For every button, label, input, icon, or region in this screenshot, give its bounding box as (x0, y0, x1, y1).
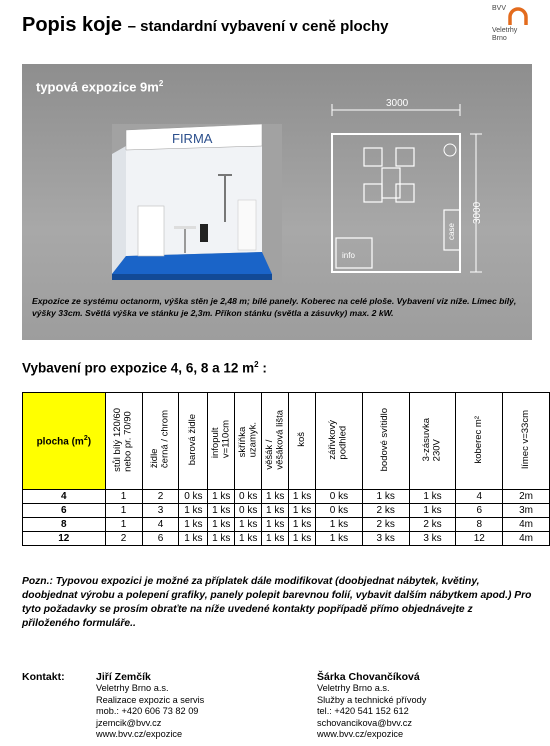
contact-1-company: Veletrhy Brno a.s. (96, 683, 169, 693)
table-cell: 1 ks (262, 532, 289, 546)
table-cell: 1 ks (179, 504, 208, 518)
table-cell: 1 ks (262, 490, 289, 504)
row-area-label: 12 (23, 532, 106, 546)
table-cell: 1 ks (289, 490, 316, 504)
row-area-label: 6 (23, 504, 106, 518)
contact-2-email[interactable]: schovancikova@bvv.cz (317, 717, 412, 728)
page-title (22, 14, 389, 37)
table-cell: 0 ks (235, 490, 262, 504)
title-subtitle: – standardní vybavení v ceně plochy (127, 18, 389, 35)
table-cell: 0 ks (316, 504, 363, 518)
table-cell: 2m (503, 490, 550, 504)
table-cell: 1 (105, 518, 142, 532)
table-cell: 1 ks (235, 532, 262, 546)
table-cell: 4m (503, 518, 550, 532)
table-cell: 1 ks (208, 518, 235, 532)
booth-floor-plan (322, 92, 502, 288)
logo-line-2: Veletrhy (492, 27, 518, 34)
table-cell: 1 ks (289, 518, 316, 532)
table-cell: 3 ks (362, 532, 409, 546)
table-cell: 6 (456, 504, 503, 518)
table-cell: 1 ks (289, 532, 316, 546)
table-cell: 4 (142, 518, 179, 532)
header-chair: židle černá / chrom (142, 393, 179, 490)
note-text: Pozn.: Typovou expozici je možné za příplatek dále modifikovat (doobjednat nábytek, květiny, doobjednat výrobu a polepení grafiky, panely polepit barevnou folií, vybavit dalším nábytkem apod.) Pro tyto požadavky se prosím obraťte na níže uvedené kontakty popřípadě přímo objednávejte z přiloženého formuláře.. (22, 576, 532, 629)
table-cell: 1 ks (179, 518, 208, 532)
table-cell: 2 ks (362, 504, 409, 518)
equipment-table (22, 392, 550, 546)
table-cell: 8 (456, 518, 503, 532)
table-cell: 2 (142, 490, 179, 504)
table-cell: 1 ks (208, 490, 235, 504)
contact-1-department: Realizace expozic a servis (96, 694, 205, 705)
table-cell: 1 (105, 490, 142, 504)
header-info-counter: infopult v=110cm (208, 393, 235, 490)
header-hanger: věšák / věšáková lišta (262, 393, 289, 490)
table-cell: 2 (105, 532, 142, 546)
table-cell: 1 ks (262, 504, 289, 518)
contact-1-phone: mob.: +420 606 73 82 09 (96, 706, 199, 716)
table-row (23, 518, 550, 532)
row-area-label: 4 (23, 490, 106, 504)
table-cell: 6 (142, 532, 179, 546)
table-cell: 0 ks (316, 490, 363, 504)
equipment-heading: Vybavení pro expozice 4, 6, 8 a 12 $m^2$ : (22, 360, 267, 376)
table-cell: 1 ks (316, 518, 363, 532)
booth-panel (22, 64, 532, 340)
table-cell: 0 ks (235, 504, 262, 518)
plan-info-label: info (342, 251, 355, 260)
row-area-label: 8 (23, 518, 106, 532)
contact-2-name: Šárka Chovančíková (317, 671, 420, 683)
contact-2-company: Veletrhy Brno a.s. (317, 683, 390, 693)
booth-firma-text: FIRMA (172, 131, 213, 146)
table-cell: 3 ks (409, 532, 456, 546)
header-bin: koš (289, 393, 316, 490)
table-cell: 1 ks (262, 518, 289, 532)
contact-1-email[interactable]: jzemcik@bvv.cz (96, 717, 162, 728)
table-cell: 4m (503, 532, 550, 546)
header-area: plocha $(m^2)$ (23, 393, 106, 490)
table-cell: 2 ks (362, 518, 409, 532)
booth-description: Expozice ze systému octanorm, výška stěn je 2,48 m; bílé panely. Koberec na celé ploše. Vybavení viz níže. Límec bílý, výšky 33cm. Světlá výška ve stánku je 2,3m. Příkon stánku (světla a zásuvky) max. 2 kW. (32, 296, 517, 318)
table-cell: 1 ks (316, 532, 363, 546)
contact-2-phone: tel.: +420 541 152 612 (317, 706, 409, 716)
contact-2-department: Služby a technické přívody (317, 694, 427, 705)
header-fascia: límec v=33cm (503, 393, 550, 490)
table-cell: 1 ks (362, 490, 409, 504)
contact-1 (96, 671, 204, 741)
plan-dim-side: 3000 (472, 201, 483, 224)
logo-line-3: Brno (492, 35, 507, 42)
contact-1-web[interactable]: www.bvv.cz/expozice (96, 729, 183, 739)
bvv-logo (482, 5, 542, 53)
table-cell: 0 ks (179, 490, 208, 504)
plan-dim-top: 3000 (386, 98, 409, 109)
table-cell: 1 ks (409, 504, 456, 518)
logo-line-1: BVV (492, 5, 507, 12)
contact-2-web[interactable]: www.bvv.cz/expozice (317, 729, 404, 739)
title-main: Popis koje (22, 14, 123, 36)
header-spotlight: bodové svítidlo (362, 393, 409, 490)
table-cell: 1 ks (208, 532, 235, 546)
plan-case-label: case (447, 223, 456, 240)
header-carpet: koberec m² (456, 393, 503, 490)
header-fluorescent-ceiling: zářivkový podhled (316, 393, 363, 490)
table-cell: 1 ks (409, 490, 456, 504)
table-cell: 1 ks (235, 518, 262, 532)
table-header-row (23, 393, 550, 490)
table-row (23, 504, 550, 518)
header-bar-chair: barová židle (179, 393, 208, 490)
table-cell: 3m (503, 504, 550, 518)
header-table-desk: stůl bílý 120/60 nebo pr. 70/90 (105, 393, 142, 490)
table-cell: 1 ks (179, 532, 208, 546)
booth-3d-illustration (112, 124, 282, 284)
table-cell: 1 ks (208, 504, 235, 518)
table-cell: 1 (105, 504, 142, 518)
table-cell: 4 (456, 490, 503, 504)
table-row (23, 532, 550, 546)
header-socket: 3-zásuvka 230V (409, 393, 456, 490)
booth-title: typová expozice $9m^2$ (36, 79, 164, 95)
header-cabinet: skříňka uzamyk. (235, 393, 262, 490)
contact-label: Kontakt: (22, 671, 65, 683)
table-row (23, 490, 550, 504)
table-cell: 12 (456, 532, 503, 546)
contact-1-name: Jiří Zemčík (96, 671, 151, 683)
table-cell: 1 ks (289, 504, 316, 518)
contact-2 (317, 671, 426, 741)
table-cell: 2 ks (409, 518, 456, 532)
table-cell: 3 (142, 504, 179, 518)
